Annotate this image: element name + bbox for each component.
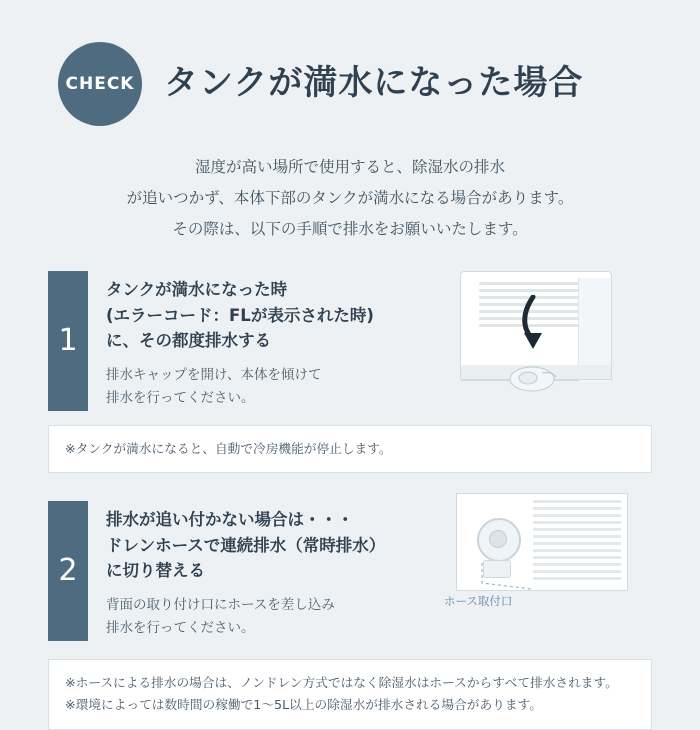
intro-line-1: 湿度が高い場所で使用すると、除湿水の排水 <box>194 158 505 176</box>
arrow-down-icon <box>516 295 550 357</box>
note-2-line-2: ※環境によっては数時間の稼働で1〜5L以上の除湿水が排水される場合があります。 <box>65 697 542 713</box>
step-2-heading-line-1: 排水が追い付かない場合は・・・ <box>106 510 354 530</box>
note-1-text: ※タンクが満水になると、自動で冷房機能が停止します。 <box>65 440 392 456</box>
hose-port-callout-label: ホース取付口 <box>444 594 513 609</box>
steps-container <box>0 271 700 730</box>
note-box-1 <box>48 425 652 473</box>
note-box-2 <box>48 659 652 729</box>
step-1-heading-line-1: タンクが満水になった時 <box>106 280 288 299</box>
step-1-number: 1 <box>48 271 88 411</box>
intro-line-2: が追いつかず、本体下部のタンクが満水になる場合があります。 <box>126 189 574 207</box>
rear-vents-icon <box>533 500 621 584</box>
step-1-heading-line-3: に、その都度排水する <box>106 331 271 351</box>
step-2-sub-line-2: 排水を行ってください。 <box>106 620 255 637</box>
page-header <box>0 0 700 126</box>
step-1-heading-line-2: (エラーコード：FLが表示された時) <box>106 305 374 325</box>
intro-line-3: その際は、以下の手順で排水をお願いいたします。 <box>172 220 528 238</box>
step-2-number: 2 <box>48 501 88 641</box>
step-2-sub-line-1: 背面の取り付け口にホースを差し込み <box>106 596 335 613</box>
step-2 <box>48 501 652 641</box>
step-2-heading-line-2: ドレンホースで連続排水（常時排水） <box>106 535 386 555</box>
intro-paragraph <box>46 152 654 245</box>
step-1-body <box>88 271 652 411</box>
hose-port-illustration <box>442 493 648 613</box>
step-1-sub-line-2: 排水を行ってください。 <box>106 390 255 407</box>
drain-cap-icon <box>508 363 562 393</box>
hose-port-icon <box>477 518 521 562</box>
note-2-line-1: ※ホースによる排水の場合は、ノンドレン方式ではなく除湿水はホースからすべて排水されます。 <box>65 675 618 691</box>
step-2-body <box>88 501 652 641</box>
dehumidifier-drain-illustration <box>442 267 652 395</box>
check-badge: CHECK <box>58 42 142 126</box>
step-1-sub-line-1: 排水キャップを開け、本体を傾けて <box>106 366 322 383</box>
page-title: タンクが満水になった場合 <box>164 63 584 104</box>
step-1 <box>48 271 652 411</box>
callout-leader-line <box>478 559 534 593</box>
step-2-heading-line-3: に切り替える <box>106 561 205 581</box>
